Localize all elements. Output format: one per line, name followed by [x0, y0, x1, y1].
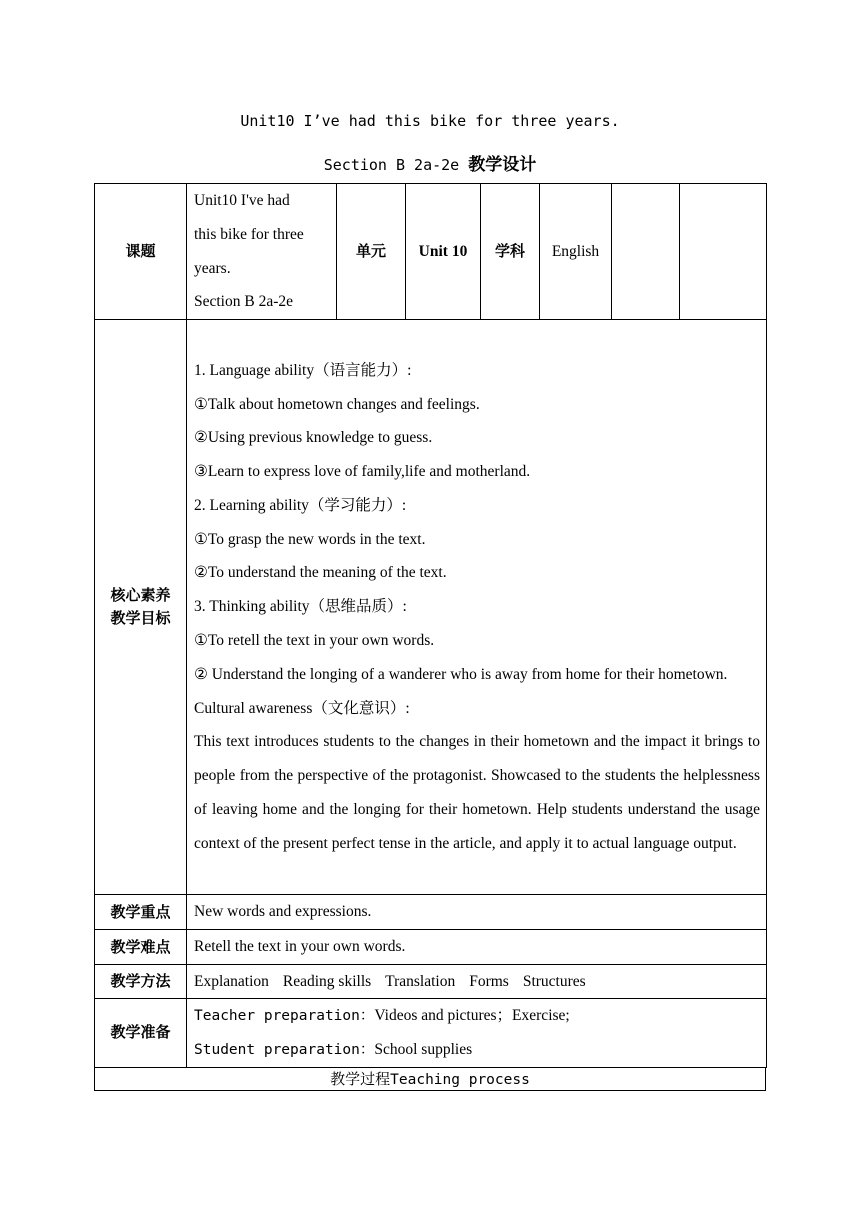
objectives-label-line: 核心素养: [110, 586, 171, 605]
process-label-cn: 教学过程: [330, 1070, 391, 1088]
subtitle-section: Section B 2a-2e: [323, 156, 460, 174]
teacher-preparation-label: Teacher preparation：: [194, 1008, 375, 1025]
difficulties-row: [95, 930, 767, 965]
objective-item-wrap: ② Understand the longing of a wanderer who is away from home for their hometown.: [194, 665, 728, 683]
method-item: Translation: [385, 972, 456, 990]
objective-item: ③Learn to express love of family,life and motherland.: [194, 463, 531, 481]
teacher-preparation: [194, 999, 760, 1033]
lesson-plan-table: [94, 183, 767, 1068]
cultural-text: This text introduces students to the changes in their hometown and the impact it brings to people from the perspective of the protagonist. Showcased to the students the helplessness of leaving home and the longing for their hometown. Help students understand the usage context of the present perfect tense in the article, and apply it to actual language output.: [194, 733, 760, 852]
key-points-label: 教学重点: [95, 895, 187, 930]
objective-item: ①To retell the text in your own words.: [194, 632, 435, 650]
unit-value: Unit 10: [406, 184, 481, 320]
objective-item: ①To grasp the new words in the text.: [194, 530, 426, 548]
objective-item: 3. Thinking ability（思维品质）:: [194, 598, 407, 616]
objectives-label-line: 教学目标: [110, 609, 171, 628]
topic-line: Unit10 I've had: [194, 192, 290, 209]
preparation-label: 教学准备: [95, 999, 187, 1068]
document-subtitle: [0, 150, 860, 175]
subtitle-cn: 教学设计: [468, 155, 537, 175]
objective-item: ①Talk about hometown changes and feelings.: [194, 395, 480, 413]
topic-value: [187, 184, 337, 320]
methods-row: [95, 965, 767, 999]
header-row: [95, 184, 767, 320]
teacher-preparation-value: Videos and pictures；Exercise;: [374, 1007, 570, 1025]
teaching-process-header: [94, 1067, 766, 1091]
topic-line: Section B 2a-2e: [194, 293, 294, 311]
method-item: Explanation: [194, 972, 269, 990]
difficulties-value: Retell the text in your own words.: [187, 930, 767, 965]
unit-label: 单元: [337, 184, 406, 320]
subject-value: English: [540, 184, 612, 320]
objectives-row: [95, 320, 767, 895]
objective-item: ②Using previous knowledge to guess.: [194, 429, 433, 447]
subject-label: 学科: [481, 184, 540, 320]
objective-item: 1. Language ability（语言能力）:: [194, 361, 412, 379]
empty-cell: [612, 184, 680, 320]
student-preparation-value: School supplies: [374, 1040, 473, 1058]
empty-cell: [680, 184, 767, 320]
student-preparation-label: Student preparation：: [194, 1041, 375, 1058]
process-label-en: Teaching process: [390, 1072, 530, 1088]
topic-label: 课题: [95, 184, 187, 320]
topic-line: this bike for three: [194, 225, 304, 243]
objectives-label: [95, 320, 187, 895]
student-preparation: [194, 1033, 760, 1067]
method-item: Reading skills: [282, 972, 372, 990]
preparation-value: [187, 999, 767, 1068]
methods-label: 教学方法: [95, 965, 187, 999]
difficulties-label: 教学难点: [95, 930, 187, 965]
cultural-heading: Cultural awareness（文化意识）:: [194, 699, 410, 717]
method-item: Structures: [522, 972, 586, 990]
objective-item: ②To understand the meaning of the text.: [194, 564, 447, 582]
objectives-content: [187, 320, 767, 895]
key-points-row: [95, 895, 767, 930]
key-points-value: New words and expressions.: [187, 895, 767, 930]
objective-item: 2. Learning ability（学习能力）:: [194, 496, 407, 514]
method-item: Forms: [469, 972, 509, 990]
document-title: Unit10 I’ve had this bike for three years.: [240, 112, 620, 130]
preparation-row: [95, 999, 767, 1068]
methods-value: [187, 965, 767, 999]
topic-line: years.: [194, 259, 231, 277]
